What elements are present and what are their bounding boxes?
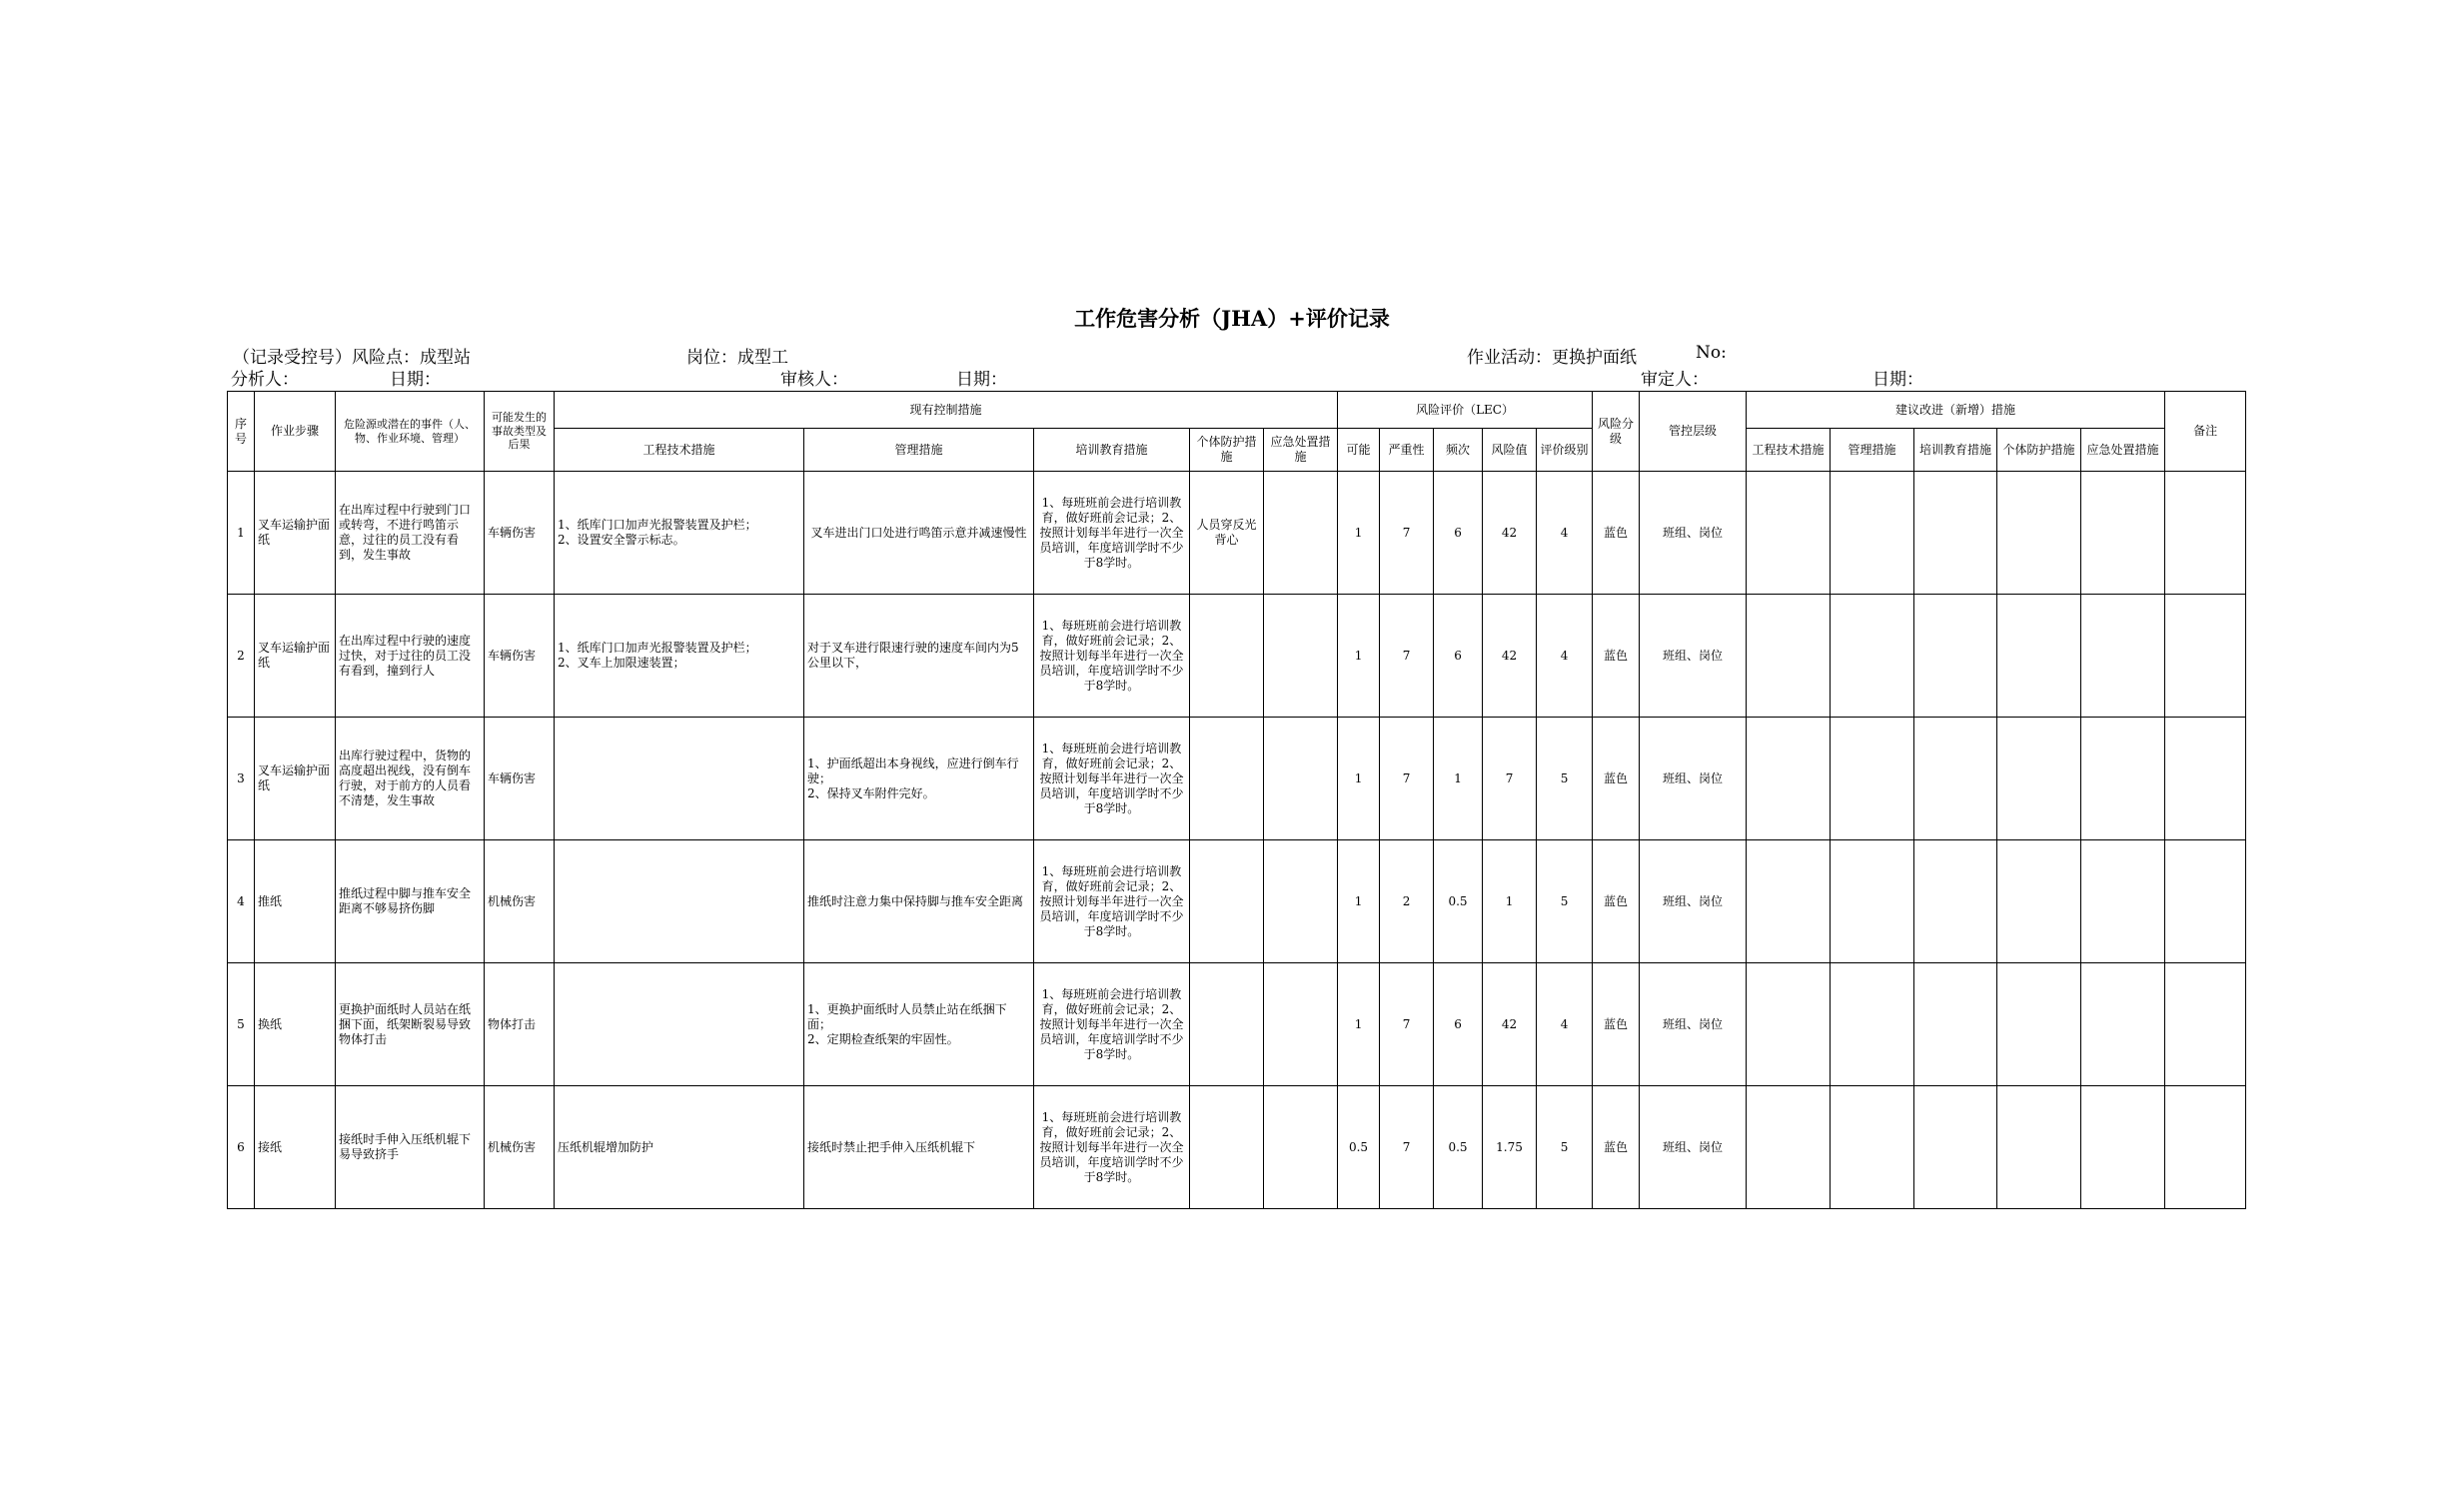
row-step: 叉车运输护面纸 xyxy=(255,472,336,595)
row-improve-ppe xyxy=(1997,1086,2081,1209)
row-risk-level: 蓝色 xyxy=(1593,840,1640,963)
row-training: 1、每班班前会进行培训教育，做好班前会记录；2、按照计划每半年进行一次全员培训，年度培训学时不少于8学时。 xyxy=(1034,595,1190,718)
reviewer-date-field: 日期： xyxy=(956,370,1007,390)
row-engineering: 1、纸库门口加声光报警装置及护栏； 2、设置安全警示标志。 xyxy=(555,472,804,595)
row-seq: 1 xyxy=(228,472,255,595)
header-improve-emergency: 应急处置措施 xyxy=(2081,429,2165,472)
row-step: 叉车运输护面纸 xyxy=(255,718,336,840)
post-field: 岗位：成型工 xyxy=(686,348,788,368)
row-severity: 7 xyxy=(1380,718,1434,840)
row-improve-management xyxy=(1831,840,1914,963)
row-severity: 7 xyxy=(1380,595,1434,718)
row-risk-value: 1 xyxy=(1483,840,1537,963)
header-control-level: 管控层级 xyxy=(1640,392,1747,472)
row-grade: 5 xyxy=(1537,840,1593,963)
row-likelihood: 1 xyxy=(1338,718,1380,840)
row-severity: 2 xyxy=(1380,840,1434,963)
row-remarks xyxy=(2165,963,2246,1086)
row-step: 换纸 xyxy=(255,963,336,1086)
row-improve-emergency xyxy=(2081,1086,2165,1209)
approver-field: 审定人： xyxy=(1641,370,1709,390)
table-row xyxy=(228,840,2246,963)
row-training: 1、每班班前会进行培训教育，做好班前会记录；2、按照计划每半年进行一次全员培训，年度培训学时不少于8学时。 xyxy=(1034,1086,1190,1209)
header-ppe: 个体防护措施 xyxy=(1190,429,1264,472)
header-severity: 严重性 xyxy=(1380,429,1434,472)
row-control-level: 班组、岗位 xyxy=(1640,1086,1747,1209)
row-control-level: 班组、岗位 xyxy=(1640,595,1747,718)
row-improve-ppe xyxy=(1997,595,2081,718)
row-frequency: 6 xyxy=(1434,963,1483,1086)
row-grade: 4 xyxy=(1537,595,1593,718)
row-control-level: 班组、岗位 xyxy=(1640,963,1747,1086)
header-risk-level: 风险分级 xyxy=(1593,392,1640,472)
row-management: 叉车进出门口处进行鸣笛示意并减速慢性 xyxy=(804,472,1034,595)
header-engineering: 工程技术措施 xyxy=(555,429,804,472)
record-risk-point: （记录受控号）风险点：成型站 xyxy=(233,348,471,368)
row-seq: 5 xyxy=(228,963,255,1086)
row-management: 推纸时注意力集中保持脚与推车安全距离 xyxy=(804,840,1034,963)
analyst-date-field: 日期： xyxy=(390,370,441,390)
row-likelihood: 1 xyxy=(1338,963,1380,1086)
row-likelihood: 1 xyxy=(1338,472,1380,595)
row-improve-training xyxy=(1914,963,1997,1086)
row-likelihood: 1 xyxy=(1338,840,1380,963)
header-seq: 序号 xyxy=(228,392,255,472)
header-training: 培训教育措施 xyxy=(1034,429,1190,472)
row-engineering: 压纸机辊增加防护 xyxy=(555,1086,804,1209)
row-management: 对于叉车进行限速行驶的速度车间内为5公里以下， xyxy=(804,595,1034,718)
row-ppe: 人员穿反光背心 xyxy=(1190,472,1264,595)
row-remarks xyxy=(2165,1086,2246,1209)
table-row xyxy=(228,963,2246,1086)
row-risk-level: 蓝色 xyxy=(1593,1086,1640,1209)
row-improve-training xyxy=(1914,718,1997,840)
table-row xyxy=(228,1086,2246,1209)
row-engineering xyxy=(555,840,804,963)
row-remarks xyxy=(2165,472,2246,595)
row-hazard: 在出库过程中行驶到门口或转弯，不进行鸣笛示意，过往的员工没有看到，发生事故 xyxy=(336,472,485,595)
header-improve-ppe: 个体防护措施 xyxy=(1997,429,2081,472)
row-ppe xyxy=(1190,840,1264,963)
row-frequency: 6 xyxy=(1434,472,1483,595)
row-improve-training xyxy=(1914,472,1997,595)
header-improve-training: 培训教育措施 xyxy=(1914,429,1997,472)
jha-table xyxy=(227,391,2246,1209)
row-improve-management xyxy=(1831,718,1914,840)
table-row xyxy=(228,472,2246,595)
row-improve-training xyxy=(1914,1086,1997,1209)
row-severity: 7 xyxy=(1380,1086,1434,1209)
row-management: 接纸时禁止把手伸入压纸机辊下 xyxy=(804,1086,1034,1209)
row-grade: 5 xyxy=(1537,1086,1593,1209)
row-improve-emergency xyxy=(2081,595,2165,718)
row-hazard: 推纸过程中脚与推车安全距离不够易挤伤脚 xyxy=(336,840,485,963)
row-improve-emergency xyxy=(2081,963,2165,1086)
row-improve-ppe xyxy=(1997,472,2081,595)
row-improve-engineering xyxy=(1747,718,1831,840)
row-improve-engineering xyxy=(1747,963,1831,1086)
row-likelihood: 0.5 xyxy=(1338,1086,1380,1209)
row-improve-engineering xyxy=(1747,595,1831,718)
header-risk-evaluation: 风险评价（LEC） xyxy=(1338,392,1593,429)
header-improve-engineering: 工程技术措施 xyxy=(1747,429,1831,472)
row-consequence: 机械伤害 xyxy=(485,840,555,963)
row-emergency xyxy=(1264,1086,1338,1209)
row-severity: 7 xyxy=(1380,963,1434,1086)
row-seq: 4 xyxy=(228,840,255,963)
row-training: 1、每班班前会进行培训教育，做好班前会记录；2、按照计划每半年进行一次全员培训，年度培训学时不少于8学时。 xyxy=(1034,472,1190,595)
row-consequence: 机械伤害 xyxy=(485,1086,555,1209)
row-remarks xyxy=(2165,840,2246,963)
row-hazard: 在出库过程中行驶的速度过快，对于过往的员工没有看到，撞到行人 xyxy=(336,595,485,718)
row-frequency: 1 xyxy=(1434,718,1483,840)
row-severity: 7 xyxy=(1380,472,1434,595)
row-emergency xyxy=(1264,963,1338,1086)
analyst-field: 分析人： xyxy=(231,370,299,390)
row-engineering xyxy=(555,718,804,840)
row-step: 叉车运输护面纸 xyxy=(255,595,336,718)
row-improve-engineering xyxy=(1747,472,1831,595)
row-improve-engineering xyxy=(1747,1086,1831,1209)
row-risk-value: 42 xyxy=(1483,595,1537,718)
row-engineering xyxy=(555,963,804,1086)
row-consequence: 车辆伤害 xyxy=(485,595,555,718)
row-risk-level: 蓝色 xyxy=(1593,595,1640,718)
row-improve-training xyxy=(1914,595,1997,718)
row-improve-emergency xyxy=(2081,840,2165,963)
activity-field: 作业活动：更换护面纸 xyxy=(1467,348,1637,368)
row-improve-ppe xyxy=(1997,963,2081,1086)
row-improve-ppe xyxy=(1997,718,2081,840)
row-likelihood: 1 xyxy=(1338,595,1380,718)
row-ppe xyxy=(1190,718,1264,840)
row-improve-management xyxy=(1831,1086,1914,1209)
row-hazard: 接纸时手伸入压纸机辊下易导致挤手 xyxy=(336,1086,485,1209)
row-hazard: 更换护面纸时人员站在纸捆下面，纸架断裂易导致物体打击 xyxy=(336,963,485,1086)
row-risk-value: 7 xyxy=(1483,718,1537,840)
row-emergency xyxy=(1264,595,1338,718)
row-improve-engineering xyxy=(1747,840,1831,963)
row-ppe xyxy=(1190,1086,1264,1209)
header-step: 作业步骤 xyxy=(255,392,336,472)
row-improve-management xyxy=(1831,472,1914,595)
row-risk-value: 42 xyxy=(1483,472,1537,595)
row-control-level: 班组、岗位 xyxy=(1640,472,1747,595)
row-grade: 4 xyxy=(1537,472,1593,595)
header-consequence: 可能发生的事故类型及后果 xyxy=(485,392,555,472)
row-hazard: 出库行驶过程中，货物的高度超出视线，没有倒车行驶，对于前方的人员看不清楚，发生事故 xyxy=(336,718,485,840)
row-grade: 4 xyxy=(1537,963,1593,1086)
row-emergency xyxy=(1264,472,1338,595)
row-risk-value: 42 xyxy=(1483,963,1537,1086)
row-grade: 5 xyxy=(1537,718,1593,840)
row-consequence: 车辆伤害 xyxy=(485,472,555,595)
table-row xyxy=(228,595,2246,718)
row-improve-management xyxy=(1831,595,1914,718)
row-remarks xyxy=(2165,595,2246,718)
row-risk-value: 1.75 xyxy=(1483,1086,1537,1209)
header-risk-value: 风险值 xyxy=(1483,429,1537,472)
row-training: 1、每班班前会进行培训教育，做好班前会记录；2、按照计划每半年进行一次全员培训，年度培训学时不少于8学时。 xyxy=(1034,718,1190,840)
header-current-controls: 现有控制措施 xyxy=(555,392,1338,429)
header-improve-management: 管理措施 xyxy=(1831,429,1914,472)
header-improvement: 建议改进（新增）措施 xyxy=(1747,392,2165,429)
header-grade: 评价级别 xyxy=(1537,429,1593,472)
row-ppe xyxy=(1190,963,1264,1086)
header-hazard: 危险源或潜在的事件（人、物、作业环境、管理） xyxy=(336,392,485,472)
row-emergency xyxy=(1264,840,1338,963)
row-emergency xyxy=(1264,718,1338,840)
row-improve-emergency xyxy=(2081,718,2165,840)
row-improve-emergency xyxy=(2081,472,2165,595)
row-seq: 2 xyxy=(228,595,255,718)
row-ppe xyxy=(1190,595,1264,718)
row-remarks xyxy=(2165,718,2246,840)
header-management: 管理措施 xyxy=(804,429,1034,472)
row-frequency: 6 xyxy=(1434,595,1483,718)
row-management: 1、护面纸超出本身视线，应进行倒车行驶； 2、保持叉车附件完好。 xyxy=(804,718,1034,840)
header-emergency: 应急处置措施 xyxy=(1264,429,1338,472)
row-training: 1、每班班前会进行培训教育，做好班前会记录；2、按照计划每半年进行一次全员培训，年度培训学时不少于8学时。 xyxy=(1034,840,1190,963)
row-step: 接纸 xyxy=(255,1086,336,1209)
row-improve-training xyxy=(1914,840,1997,963)
row-management: 1、更换护面纸时人员禁止站在纸捆下面； 2、定期检查纸架的牢固性。 xyxy=(804,963,1034,1086)
header-likelihood: 可能 xyxy=(1338,429,1380,472)
row-risk-level: 蓝色 xyxy=(1593,963,1640,1086)
row-training: 1、每班班前会进行培训教育，做好班前会记录；2、按照计划每半年进行一次全员培训，年度培训学时不少于8学时。 xyxy=(1034,963,1190,1086)
table-row xyxy=(228,718,2246,840)
row-improve-management xyxy=(1831,963,1914,1086)
row-control-level: 班组、岗位 xyxy=(1640,840,1747,963)
header-frequency: 频次 xyxy=(1434,429,1483,472)
document-title: 工作危害分析（JHA）+评价记录 xyxy=(1074,306,1390,331)
header-remarks: 备注 xyxy=(2165,392,2246,472)
row-risk-level: 蓝色 xyxy=(1593,718,1640,840)
reviewer-field: 审核人： xyxy=(780,370,848,390)
row-consequence: 物体打击 xyxy=(485,963,555,1086)
row-step: 推纸 xyxy=(255,840,336,963)
row-frequency: 0.5 xyxy=(1434,1086,1483,1209)
row-improve-ppe xyxy=(1997,840,2081,963)
row-engineering: 1、纸库门口加声光报警装置及护栏； 2、叉车上加限速装置； xyxy=(555,595,804,718)
approver-date-field: 日期： xyxy=(1872,370,1923,390)
row-control-level: 班组、岗位 xyxy=(1640,718,1747,840)
row-consequence: 车辆伤害 xyxy=(485,718,555,840)
row-seq: 6 xyxy=(228,1086,255,1209)
row-risk-level: 蓝色 xyxy=(1593,472,1640,595)
row-frequency: 0.5 xyxy=(1434,840,1483,963)
number-field: No: xyxy=(1696,343,1727,363)
row-seq: 3 xyxy=(228,718,255,840)
